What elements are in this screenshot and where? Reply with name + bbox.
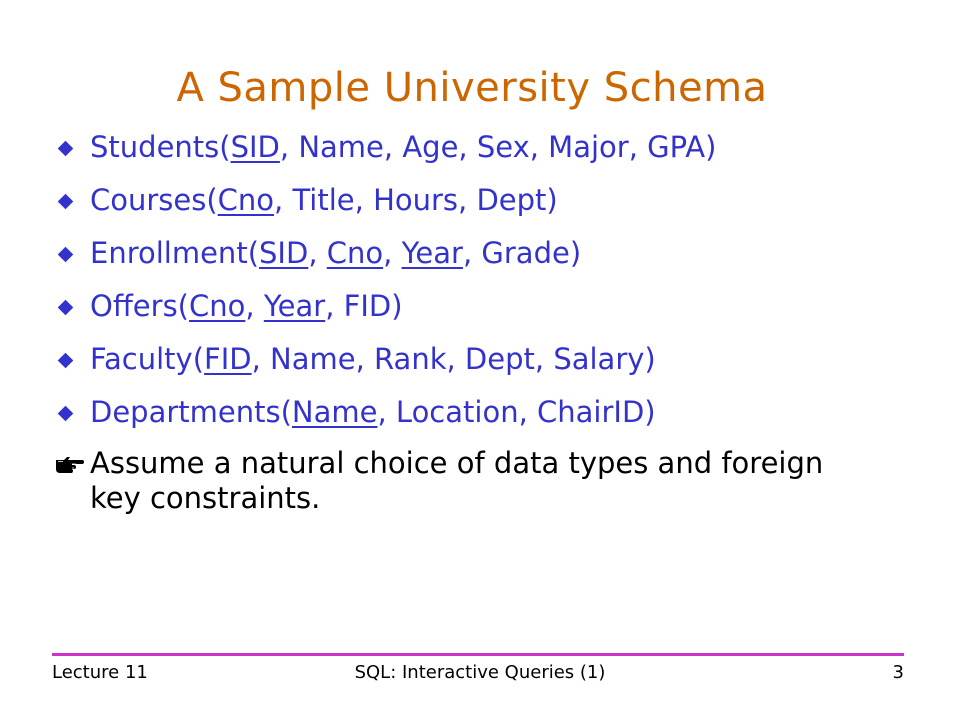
primary-key-cno: Cno (326, 236, 384, 270)
schema-bullet-departments (50, 395, 930, 430)
schema-bullet-faculty (50, 342, 930, 377)
schema-assumption-note (50, 446, 860, 516)
bullet-text: Courses(Cno, Title, Hours, Dept) (90, 183, 558, 217)
bullet-text: Offers(Cno, Year, FID) (90, 289, 403, 323)
primary-key-cno: Cno (189, 289, 246, 323)
footer-page-number: 3 (892, 662, 904, 683)
pointing-hand-icon (54, 454, 84, 474)
primary-key-name: Name (291, 395, 378, 429)
bullet-text: Enrollment(SID, Cno, Year, Grade) (90, 236, 582, 270)
primary-key-year: Year (401, 236, 463, 270)
primary-key-cno: Cno (217, 183, 275, 217)
bullet-text: Departments(Name, Location, ChairID) (90, 395, 656, 429)
footer-lecture-label: Lecture 11 (52, 662, 148, 683)
diamond-icon (58, 141, 74, 157)
slide-title: A Sample University Schema (176, 65, 768, 111)
diamond-icon (58, 353, 74, 369)
footer-divider (52, 653, 904, 656)
schema-bullet-courses (50, 183, 930, 218)
diamond-icon (58, 300, 74, 316)
schema-bullet-students (50, 130, 930, 165)
bullet-text: Faculty(FID, Name, Rank, Dept, Salary) (90, 342, 656, 376)
schema-bullet-offers (50, 289, 930, 324)
primary-key-sid: SID (230, 130, 280, 164)
diamond-icon (58, 406, 74, 422)
diamond-icon (58, 247, 74, 263)
footer-slide-topic: SQL: Interactive Queries (1) (354, 662, 606, 683)
primary-key-fid: FID (204, 342, 252, 376)
bullet-text: Students(SID, Name, Age, Sex, Major, GPA) (90, 130, 717, 164)
primary-key-sid: SID (259, 236, 309, 270)
primary-key-year: Year (263, 289, 326, 323)
diamond-icon (58, 194, 74, 210)
schema-bullet-enrollment (50, 236, 930, 271)
schema-bullet-list (50, 130, 930, 534)
note-text: Assume a natural choice of data types and foreign key constraints. (90, 446, 824, 515)
